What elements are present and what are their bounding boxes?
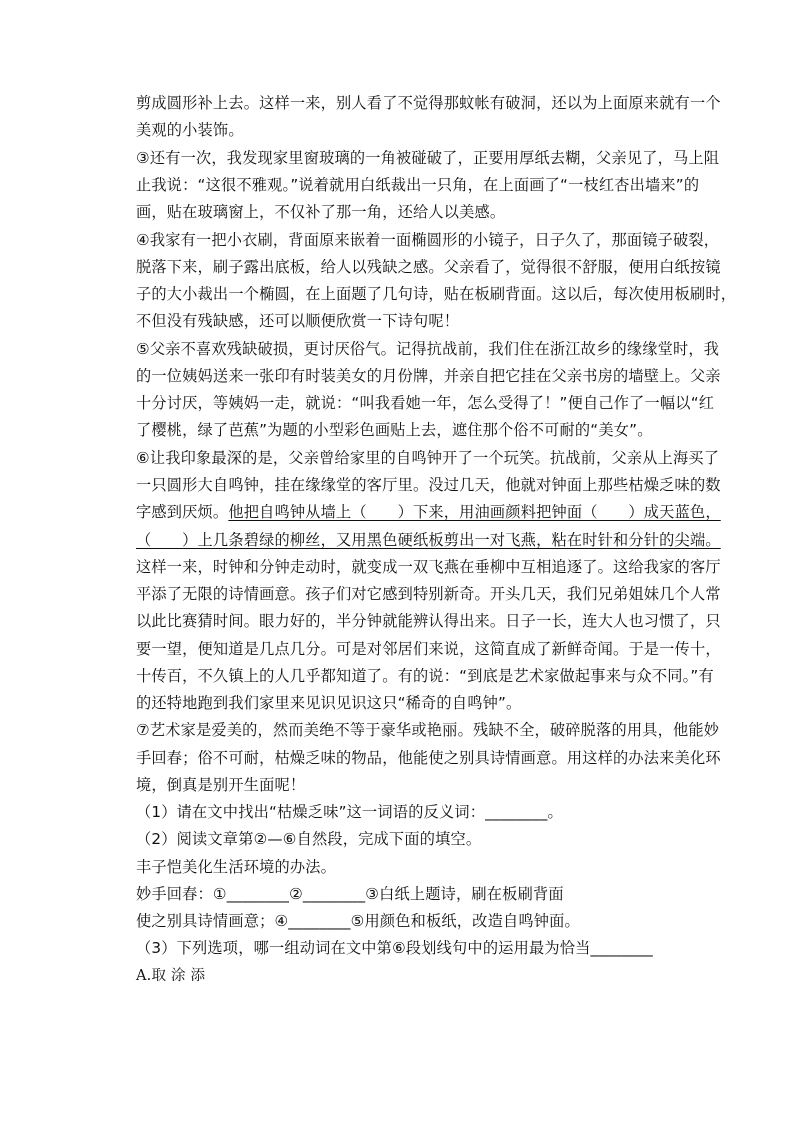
line-text: 妙手回春：①________②________③白纸上题诗，刷在板刷背面 [136, 885, 564, 903]
line-text: 境，倒真是别开生面呢！ [136, 776, 306, 794]
line-text: 的一位姨妈送来一张印有时装美女的月份牌，并亲自把它挂在父亲书房的墙壁上。父亲 [136, 367, 721, 385]
line-text: 了樱桃，绿了芭蕉”为题的小型彩色画贴上去，遮住那个俗不可耐的“美女”。 [136, 421, 653, 439]
line-text: 的还特地跑到我们家里来见识见识这只“稀奇的自鸣钟”。 [136, 694, 522, 712]
line-text: 使之别具诗情画意；④________⑤用颜色和板纸，改造自鸣钟面。 [136, 912, 580, 930]
text-line [136, 475, 721, 495]
line-text: A.取 涂 添 [136, 968, 206, 984]
text-line [136, 339, 719, 359]
text-line [136, 775, 305, 795]
text-line [136, 584, 721, 604]
text-line [136, 802, 563, 822]
text-line [136, 502, 721, 522]
line-text: （3）下列选项，哪一组动词在文中第⑥段划线句中的运用最为恰当________ [136, 939, 653, 957]
text-line [136, 693, 521, 713]
line-text: 子的大小裁出一个椭圆，在上面题了几句诗，贴在板刷背面。这以后，每次使用板刷时， [136, 285, 737, 303]
text-line [136, 230, 719, 250]
text-line [136, 175, 699, 195]
text-line [136, 557, 721, 577]
line-text: ③还有一次，我发现家里窗玻璃的一角被碰破了，正要用厚纸去糊，父亲见了，马上阻 [136, 149, 720, 167]
answer-option [136, 966, 205, 986]
line-text: 剪成圆形补上去。这样一来，别人看了不觉得那蚊帐有破洞，还以为上面原来就有一个 [136, 94, 721, 112]
line-text: 十传百，不久镇上的人几乎都知道了。有的说：“到底是艺术家做起事来与众不同。”有 [136, 667, 714, 685]
text-line [136, 93, 721, 113]
text-line [136, 120, 244, 140]
line-text: 止我说：“这很不雅观。”说着就用白纸裁出一只角，在上面画了“一枝红杏出墙来”的 [136, 176, 700, 194]
underlined-sentence: （ ）上几条碧绿的柳丝，又用黑色硬纸板剪出一对飞燕，粘在时针和分针的尖端。 [136, 531, 721, 549]
line-text: ⑦艺术家是爱美的，然而美绝不等于豪华或艳丽。残缺不全，破碎脱落的用具，他能妙 [136, 721, 720, 739]
line-text: ⑥让我印象最深的是，父亲曾给家里的自鸣钟开了一个玩笑。抗战前，父亲从上海买了 [136, 449, 720, 467]
text-line [136, 148, 719, 168]
text-line [136, 639, 721, 659]
line-text: 要一望，便知道是几点几分。可是对邻居们来说，这简直成了新鲜奇闻。于是一传十， [136, 640, 721, 658]
text-line [136, 284, 736, 304]
text-line [136, 448, 719, 468]
text-line [136, 611, 721, 631]
text-line [136, 748, 721, 768]
line-text: ④我家有一把小衣刷，背面原来嵌着一面椭圆形的小镜子，日子久了，那面镜子破裂， [136, 231, 720, 249]
line-text: 字感到厌烦。 [136, 503, 229, 521]
text-line [136, 829, 481, 849]
text-line [136, 366, 721, 386]
text-line [136, 857, 336, 877]
text-line [136, 257, 721, 277]
line-text: 以此比赛猜时间。眼力好的，半分钟就能辨认得出来。日子一长，连大人也习惯了，只 [136, 612, 721, 630]
line-text: 一只圆形大自鸣钟，挂在缘缘堂的客厅里。没过几天，他就对钟面上那些枯燥乏味的数 [136, 476, 721, 494]
line-text: 美观的小装饰。 [136, 121, 244, 139]
line-text: 丰子恺美化生活环境的办法。 [136, 858, 337, 876]
line-text: 平添了无限的诗情画意。孩子们对它感到特别新奇。开头几天，我们兄弟姐妹几个人常 [136, 585, 721, 603]
line-text: （2）阅读文章第②—⑥自然段，完成下面的填空。 [136, 830, 482, 848]
line-text: 十分讨厌，等姨妈一走，就说：“叫我看她一年，怎么受得了！”便自己作了一幅以“红 [136, 394, 715, 412]
line-text: （1）请在文中找出“枯燥乏味”这一词语的反义词：________。 [136, 803, 563, 821]
line-text: 脱落下来，刷子露出底板，给人以残缺之感。父亲看了，觉得很不舒服，便用白纸按镜 [136, 258, 721, 276]
text-line [136, 420, 653, 440]
line-text: 手回春；俗不可耐，枯燥乏味的物品，他能使之别具诗情画意。用这样的办法来美化环 [136, 749, 721, 767]
line-text: ⑤父亲不喜欢残缺破损，更讨厌俗气。记得抗战前，我们住在浙江故乡的缘缘堂时，我 [136, 340, 720, 358]
text-line [136, 393, 714, 413]
text-line [136, 720, 719, 740]
underlined-sentence: 他把自鸣钟从墙上（ ）下来，用油画颜料把钟面（ ）成天蓝色， [228, 503, 721, 521]
text-line [136, 884, 564, 904]
text-line [136, 202, 505, 222]
line-text: 不但没有残缺感，还可以顺便欣赏一下诗句呢！ [136, 312, 460, 330]
text-line [136, 311, 459, 331]
text-line [136, 666, 714, 686]
text-line [136, 938, 653, 958]
text-line [136, 911, 580, 931]
line-text: 画，贴在玻璃窗上，不仅补了那一角，还给人以美感。 [136, 203, 506, 221]
text-line [136, 530, 721, 550]
line-text: 这样一来，时钟和分钟走动时，就变成一双飞燕在垂柳中互相追逐了。这给我家的客厅 [136, 558, 721, 576]
